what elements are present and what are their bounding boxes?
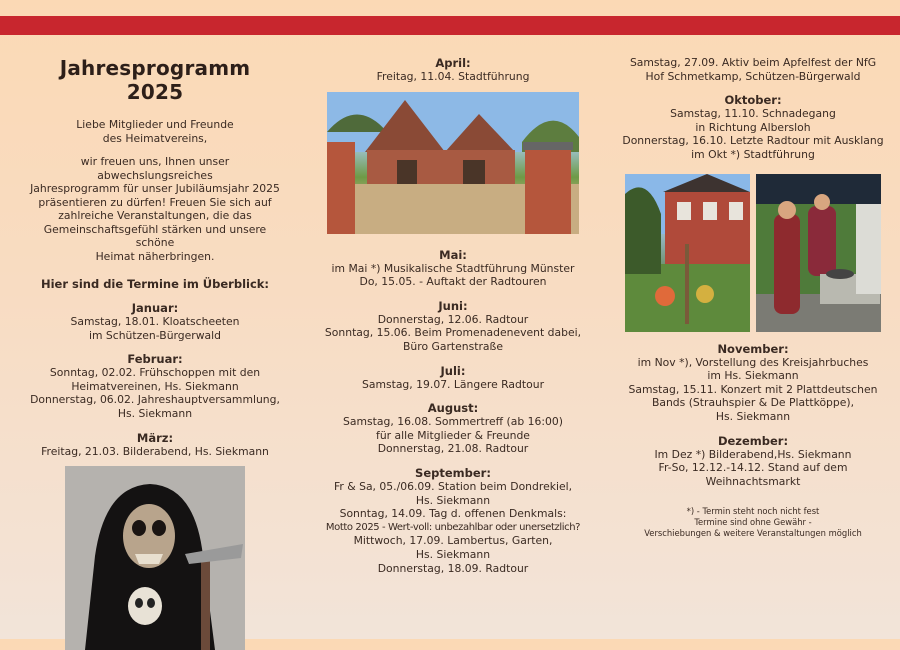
photo-pair <box>622 174 884 332</box>
month-februar <box>30 352 280 420</box>
event-line: Donnerstag, 21.08. Radtour <box>377 442 529 456</box>
top-red-band <box>0 16 900 35</box>
event-line: Heimatvereinen, Hs. Siekmann <box>71 379 239 393</box>
event-line: Donnerstag, 12.06. Radtour <box>377 312 529 326</box>
event-line: Fr-So, 12.12.-14.12. Stand auf dem <box>658 461 848 475</box>
event-line: für alle Mitglieder & Freunde <box>376 428 530 442</box>
month-heading: März: <box>136 430 174 445</box>
month-heading: Januar: <box>131 301 179 315</box>
column-right <box>622 56 884 539</box>
event-line: Sonntag, 14.09. Tag d. offenen Denkmals: <box>339 507 567 521</box>
greeting: Liebe Mitglieder und Freunde des Heimatvereins, <box>76 118 234 145</box>
event-line: Fr & Sa, 05./06.09. Station beim Dondrekiel, <box>333 479 573 493</box>
event-line: Donnerstag, 18.09. Radtour <box>377 561 529 575</box>
event-line: Weihnachtsmarkt <box>705 474 801 488</box>
month-heading: Oktober: <box>724 93 782 108</box>
event-line: Mittwoch, 17.09. Lambertus, Garten, <box>353 534 553 548</box>
footnote-line: Verschiebungen & weitere Veranstaltungen möglich <box>644 528 862 539</box>
event-line: im Schützen-Bürgerwald <box>88 328 222 342</box>
event-line: im Mai *) Musikalische Stadtführung Münster <box>331 261 575 275</box>
event-line: Freitag, 11.04. Stadtführung <box>376 70 530 83</box>
cooking-event-photo <box>756 174 881 332</box>
overview-heading: Hier sind die Termine im Überblick: <box>40 277 270 291</box>
month-heading: September: <box>415 465 491 480</box>
event-line: Hs. Siekmann <box>117 406 193 420</box>
house-event-photo <box>625 174 750 332</box>
event-line: Im Dez *) Bilderabend,Hs. Siekmann <box>654 447 852 461</box>
page-title: Jahresprogramm 2025 <box>59 56 251 104</box>
event-line: Hs. Siekmann <box>715 409 791 423</box>
month-heading: Mai: <box>439 247 467 262</box>
event-line: Samstag, 27.09. Aktiv beim Apfelfest der NfG <box>629 56 877 69</box>
intro-text: wir freuen uns, Ihnen unser abwechslungsreiches Jahresprogramm für unser Jubiläumsjahr 2025 präsentieren zu dürfen! Freuen Sie sich auf zahlreiche Veranstaltungen, die das Gemeinschaftsgefühl stärken und unsere schöne Heimat näherbringen. <box>30 155 280 263</box>
month-heading: November: <box>717 341 789 356</box>
event-line: in Richtung Albersloh <box>695 120 811 134</box>
month-heading: August: <box>427 401 479 416</box>
event-line: Samstag, 15.11. Konzert mit 2 Plattdeutschen <box>628 382 878 396</box>
cooking-illustration <box>756 174 881 332</box>
column-left <box>30 52 280 650</box>
reaper-costume-photo <box>65 466 245 650</box>
event-line: Donnerstag, 06.02. Jahreshauptversammlung, <box>30 393 280 407</box>
event-line: Hs. Siekmann <box>415 547 491 561</box>
event-line: Sonntag, 02.02. Frühschoppen mit den <box>49 366 261 380</box>
column-middle <box>322 56 584 585</box>
september-continued <box>622 56 884 83</box>
month-heading: Juli: <box>440 363 466 378</box>
event-line: Hof Schmetkamp, Schützen-Bürgerwald <box>645 69 861 83</box>
month-april <box>322 56 584 84</box>
event-line: Bands (Strauhspier & De Plattköppe), <box>651 396 855 410</box>
event-line: Samstag, 11.10. Schnadegang <box>670 107 836 121</box>
event-line: Samstag, 18.01. Kloatscheeten <box>70 315 240 328</box>
month-maerz <box>30 431 280 459</box>
footnote-line: Termine sind ohne Gewähr - <box>694 517 812 528</box>
month-heading: April: <box>435 56 471 70</box>
month-september <box>322 466 584 575</box>
farmhouse-illustration <box>327 92 579 234</box>
event-line: im Okt *) Stadtführung <box>691 147 815 161</box>
event-line: Sonntag, 15.06. Beim Promenadenevent dabei, <box>324 326 582 340</box>
month-januar <box>30 301 280 342</box>
farmhouse-photo <box>327 92 579 234</box>
month-juli <box>322 364 584 392</box>
event-line: Hs. Siekmann <box>415 493 491 507</box>
month-heading: Februar: <box>127 352 183 367</box>
event-line: Do, 15.05. - Auftakt der Radtouren <box>359 275 547 289</box>
footnote-line: *) - Termin steht noch nicht fest <box>686 506 820 517</box>
month-dezember <box>622 434 884 489</box>
month-heading: Juni: <box>438 298 468 313</box>
event-line: Freitag, 21.03. Bilderabend, Hs. Siekmann <box>41 444 269 458</box>
event-line: Donnerstag, 16.10. Letzte Radtour mit Ausklang <box>622 134 884 148</box>
footnote <box>622 506 884 539</box>
month-november <box>622 342 884 424</box>
month-oktober <box>622 93 884 161</box>
event-line: Samstag, 19.07. Längere Radtour <box>361 377 545 391</box>
reaper-illustration <box>65 466 245 650</box>
event-line: im Nov *), Vorstellung des Kreisjahrbuches <box>637 355 869 369</box>
event-line: Samstag, 16.08. Sommertreff (ab 16:00) <box>343 415 563 429</box>
month-heading: Dezember: <box>717 433 789 448</box>
house-illustration <box>625 174 750 332</box>
month-juni <box>322 299 584 354</box>
event-line: im Hs. Siekmann <box>707 369 799 383</box>
event-line: Büro Gartenstraße <box>403 339 503 353</box>
month-mai <box>322 248 584 289</box>
month-august <box>322 401 584 456</box>
event-line-motto: Motto 2025 - Wert-voll: unbezahlbar oder unersetzlich? <box>325 521 581 533</box>
